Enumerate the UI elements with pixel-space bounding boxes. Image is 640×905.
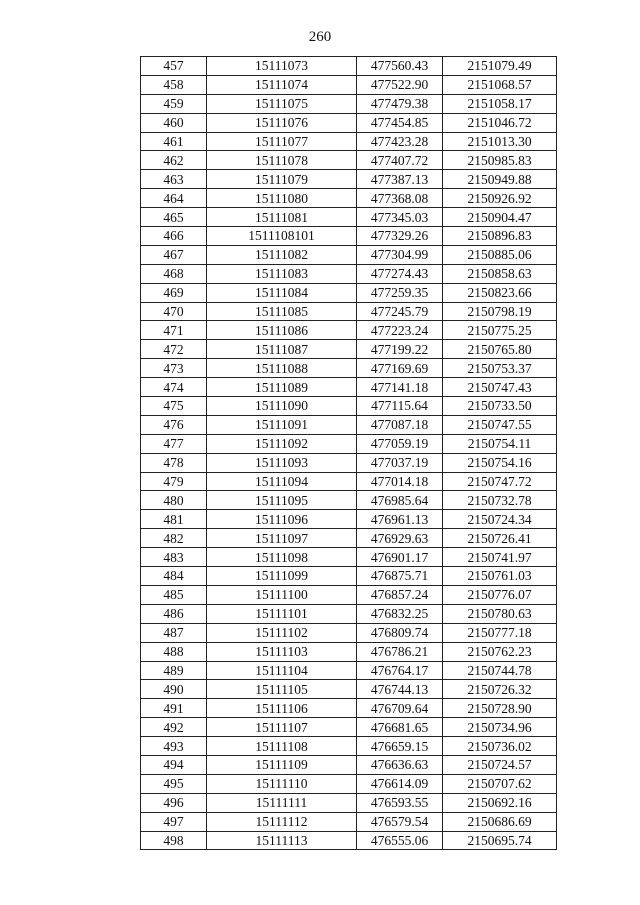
point-id-cell: 15111100 (207, 585, 357, 604)
y-coordinate-cell: 2150776.07 (443, 585, 557, 604)
table-row (141, 57, 557, 76)
point-id-cell: 15111093 (207, 453, 357, 472)
table-row (141, 170, 557, 189)
x-coordinate-cell: 476857.24 (357, 585, 443, 604)
row-index-cell: 469 (141, 283, 207, 302)
row-index-cell: 473 (141, 359, 207, 378)
x-coordinate-cell: 476636.63 (357, 755, 443, 774)
x-coordinate-cell: 476961.13 (357, 510, 443, 529)
table-row (141, 585, 557, 604)
x-coordinate-cell: 476929.63 (357, 529, 443, 548)
row-index-cell: 483 (141, 548, 207, 567)
point-id-cell: 15111109 (207, 755, 357, 774)
y-coordinate-cell: 2151058.17 (443, 94, 557, 113)
row-index-cell: 474 (141, 378, 207, 397)
point-id-cell: 15111076 (207, 113, 357, 132)
y-coordinate-cell: 2150741.97 (443, 548, 557, 567)
y-coordinate-cell: 2150904.47 (443, 208, 557, 227)
y-coordinate-cell: 2150692.16 (443, 793, 557, 812)
y-coordinate-cell: 2150736.02 (443, 737, 557, 756)
x-coordinate-cell: 477560.43 (357, 57, 443, 76)
y-coordinate-cell: 2150949.88 (443, 170, 557, 189)
table-row (141, 623, 557, 642)
x-coordinate-cell: 477329.26 (357, 227, 443, 246)
table-row (141, 321, 557, 340)
table-row (141, 340, 557, 359)
row-index-cell: 478 (141, 453, 207, 472)
y-coordinate-cell: 2150747.55 (443, 415, 557, 434)
y-coordinate-cell: 2150686.69 (443, 812, 557, 831)
x-coordinate-cell: 477245.79 (357, 302, 443, 321)
x-coordinate-cell: 476593.55 (357, 793, 443, 812)
coordinates-table (140, 56, 557, 850)
x-coordinate-cell: 476614.09 (357, 774, 443, 793)
x-coordinate-cell: 477115.64 (357, 397, 443, 416)
x-coordinate-cell: 476744.13 (357, 680, 443, 699)
point-id-cell: 15111099 (207, 567, 357, 586)
row-index-cell: 480 (141, 491, 207, 510)
x-coordinate-cell: 477199.22 (357, 340, 443, 359)
x-coordinate-cell: 476786.21 (357, 642, 443, 661)
point-id-cell: 15111074 (207, 75, 357, 94)
point-id-cell: 15111102 (207, 623, 357, 642)
y-coordinate-cell: 2151046.72 (443, 113, 557, 132)
table-body (141, 57, 557, 850)
row-index-cell: 490 (141, 680, 207, 699)
table-row (141, 793, 557, 812)
y-coordinate-cell: 2150761.03 (443, 567, 557, 586)
table-row (141, 453, 557, 472)
y-coordinate-cell: 2150724.34 (443, 510, 557, 529)
y-coordinate-cell: 2150777.18 (443, 623, 557, 642)
table-row (141, 567, 557, 586)
y-coordinate-cell: 2150753.37 (443, 359, 557, 378)
x-coordinate-cell: 476659.15 (357, 737, 443, 756)
table-row (141, 397, 557, 416)
table-row (141, 151, 557, 170)
page-number: 260 (308, 29, 332, 45)
x-coordinate-cell: 477259.35 (357, 283, 443, 302)
y-coordinate-cell: 2150747.72 (443, 472, 557, 491)
point-id-cell: 15111077 (207, 132, 357, 151)
row-index-cell: 488 (141, 642, 207, 661)
point-id-cell: 15111086 (207, 321, 357, 340)
point-id-cell: 15111078 (207, 151, 357, 170)
x-coordinate-cell: 477169.69 (357, 359, 443, 378)
table-row (141, 604, 557, 623)
point-id-cell: 15111111 (207, 793, 357, 812)
y-coordinate-cell: 2150754.16 (443, 453, 557, 472)
row-index-cell: 464 (141, 189, 207, 208)
y-coordinate-cell: 2150896.83 (443, 227, 557, 246)
row-index-cell: 497 (141, 812, 207, 831)
y-coordinate-cell: 2150732.78 (443, 491, 557, 510)
y-coordinate-cell: 2150726.41 (443, 529, 557, 548)
y-coordinate-cell: 2150762.23 (443, 642, 557, 661)
row-index-cell: 468 (141, 264, 207, 283)
row-index-cell: 465 (141, 208, 207, 227)
y-coordinate-cell: 2150798.19 (443, 302, 557, 321)
x-coordinate-cell: 476764.17 (357, 661, 443, 680)
y-coordinate-cell: 2150858.63 (443, 264, 557, 283)
table-row (141, 94, 557, 113)
point-id-cell: 15111079 (207, 170, 357, 189)
point-id-cell: 15111107 (207, 718, 357, 737)
row-index-cell: 495 (141, 774, 207, 793)
point-id-cell: 15111097 (207, 529, 357, 548)
table-row (141, 774, 557, 793)
point-id-cell: 15111094 (207, 472, 357, 491)
point-id-cell: 15111101 (207, 604, 357, 623)
x-coordinate-cell: 477087.18 (357, 415, 443, 434)
x-coordinate-cell: 477387.13 (357, 170, 443, 189)
point-id-cell: 15111087 (207, 340, 357, 359)
row-index-cell: 475 (141, 397, 207, 416)
table-row (141, 718, 557, 737)
table-row (141, 208, 557, 227)
row-index-cell: 463 (141, 170, 207, 189)
table-row (141, 680, 557, 699)
y-coordinate-cell: 2150728.90 (443, 699, 557, 718)
row-index-cell: 479 (141, 472, 207, 491)
table-row (141, 434, 557, 453)
x-coordinate-cell: 476832.25 (357, 604, 443, 623)
table-row (141, 132, 557, 151)
y-coordinate-cell: 2150775.25 (443, 321, 557, 340)
y-coordinate-cell: 2150885.06 (443, 245, 557, 264)
x-coordinate-cell: 476901.17 (357, 548, 443, 567)
x-coordinate-cell: 477059.19 (357, 434, 443, 453)
table-row (141, 831, 557, 850)
row-index-cell: 461 (141, 132, 207, 151)
row-index-cell: 467 (141, 245, 207, 264)
row-index-cell: 481 (141, 510, 207, 529)
point-id-cell: 15111106 (207, 699, 357, 718)
x-coordinate-cell: 477522.90 (357, 75, 443, 94)
row-index-cell: 487 (141, 623, 207, 642)
point-id-cell: 15111098 (207, 548, 357, 567)
y-coordinate-cell: 2150985.83 (443, 151, 557, 170)
point-id-cell: 15111085 (207, 302, 357, 321)
row-index-cell: 472 (141, 340, 207, 359)
x-coordinate-cell: 476875.71 (357, 567, 443, 586)
point-id-cell: 15111113 (207, 831, 357, 850)
table-row (141, 75, 557, 94)
table-row (141, 245, 557, 264)
point-id-cell: 15111073 (207, 57, 357, 76)
x-coordinate-cell: 477304.99 (357, 245, 443, 264)
point-id-cell: 15111091 (207, 415, 357, 434)
y-coordinate-cell: 2150823.66 (443, 283, 557, 302)
table-row (141, 491, 557, 510)
row-index-cell: 494 (141, 755, 207, 774)
x-coordinate-cell: 476681.65 (357, 718, 443, 737)
x-coordinate-cell: 477368.08 (357, 189, 443, 208)
row-index-cell: 493 (141, 737, 207, 756)
table-row (141, 189, 557, 208)
row-index-cell: 485 (141, 585, 207, 604)
point-id-cell: 15111088 (207, 359, 357, 378)
row-index-cell: 491 (141, 699, 207, 718)
point-id-cell: 15111105 (207, 680, 357, 699)
row-index-cell: 457 (141, 57, 207, 76)
x-coordinate-cell: 477423.28 (357, 132, 443, 151)
row-index-cell: 484 (141, 567, 207, 586)
y-coordinate-cell: 2150744.78 (443, 661, 557, 680)
x-coordinate-cell: 477454.85 (357, 113, 443, 132)
table-row (141, 113, 557, 132)
table-row (141, 359, 557, 378)
x-coordinate-cell: 477223.24 (357, 321, 443, 340)
row-index-cell: 492 (141, 718, 207, 737)
point-id-cell: 15111096 (207, 510, 357, 529)
point-id-cell: 15111104 (207, 661, 357, 680)
row-index-cell: 466 (141, 227, 207, 246)
table-row (141, 472, 557, 491)
point-id-cell: 15111075 (207, 94, 357, 113)
x-coordinate-cell: 476555.06 (357, 831, 443, 850)
point-id-cell: 15111083 (207, 264, 357, 283)
x-coordinate-cell: 477141.18 (357, 378, 443, 397)
row-index-cell: 496 (141, 793, 207, 812)
point-id-cell: 15111081 (207, 208, 357, 227)
y-coordinate-cell: 2150780.63 (443, 604, 557, 623)
table-row (141, 812, 557, 831)
row-index-cell: 482 (141, 529, 207, 548)
table-row (141, 378, 557, 397)
row-index-cell: 458 (141, 75, 207, 94)
row-index-cell: 486 (141, 604, 207, 623)
row-index-cell: 471 (141, 321, 207, 340)
table-row (141, 642, 557, 661)
point-id-cell: 15111092 (207, 434, 357, 453)
row-index-cell: 462 (141, 151, 207, 170)
table-row (141, 264, 557, 283)
point-id-cell: 1511108101 (207, 227, 357, 246)
row-index-cell: 476 (141, 415, 207, 434)
row-index-cell: 470 (141, 302, 207, 321)
point-id-cell: 15111095 (207, 491, 357, 510)
point-id-cell: 15111084 (207, 283, 357, 302)
y-coordinate-cell: 2150726.32 (443, 680, 557, 699)
point-id-cell: 15111089 (207, 378, 357, 397)
table-row (141, 737, 557, 756)
y-coordinate-cell: 2150707.62 (443, 774, 557, 793)
x-coordinate-cell: 476709.64 (357, 699, 443, 718)
y-coordinate-cell: 2151079.49 (443, 57, 557, 76)
table-row (141, 415, 557, 434)
table-row (141, 699, 557, 718)
x-coordinate-cell: 477407.72 (357, 151, 443, 170)
x-coordinate-cell: 477479.38 (357, 94, 443, 113)
row-index-cell: 489 (141, 661, 207, 680)
y-coordinate-cell: 2150926.92 (443, 189, 557, 208)
x-coordinate-cell: 476579.54 (357, 812, 443, 831)
point-id-cell: 15111108 (207, 737, 357, 756)
table-row (141, 510, 557, 529)
y-coordinate-cell: 2150695.74 (443, 831, 557, 850)
table-row (141, 755, 557, 774)
row-index-cell: 460 (141, 113, 207, 132)
y-coordinate-cell: 2150754.11 (443, 434, 557, 453)
table-row (141, 529, 557, 548)
y-coordinate-cell: 2150733.50 (443, 397, 557, 416)
point-id-cell: 15111090 (207, 397, 357, 416)
table-row (141, 661, 557, 680)
row-index-cell: 498 (141, 831, 207, 850)
table-row (141, 548, 557, 567)
x-coordinate-cell: 477274.43 (357, 264, 443, 283)
y-coordinate-cell: 2150724.57 (443, 755, 557, 774)
table-row (141, 227, 557, 246)
table-row (141, 302, 557, 321)
y-coordinate-cell: 2151068.57 (443, 75, 557, 94)
point-id-cell: 15111082 (207, 245, 357, 264)
y-coordinate-cell: 2150734.96 (443, 718, 557, 737)
x-coordinate-cell: 476809.74 (357, 623, 443, 642)
y-coordinate-cell: 2150747.43 (443, 378, 557, 397)
point-id-cell: 15111112 (207, 812, 357, 831)
y-coordinate-cell: 2151013.30 (443, 132, 557, 151)
x-coordinate-cell: 477037.19 (357, 453, 443, 472)
point-id-cell: 15111110 (207, 774, 357, 793)
table-row (141, 283, 557, 302)
x-coordinate-cell: 477014.18 (357, 472, 443, 491)
x-coordinate-cell: 476985.64 (357, 491, 443, 510)
row-index-cell: 459 (141, 94, 207, 113)
x-coordinate-cell: 477345.03 (357, 208, 443, 227)
y-coordinate-cell: 2150765.80 (443, 340, 557, 359)
point-id-cell: 15111080 (207, 189, 357, 208)
point-id-cell: 15111103 (207, 642, 357, 661)
row-index-cell: 477 (141, 434, 207, 453)
